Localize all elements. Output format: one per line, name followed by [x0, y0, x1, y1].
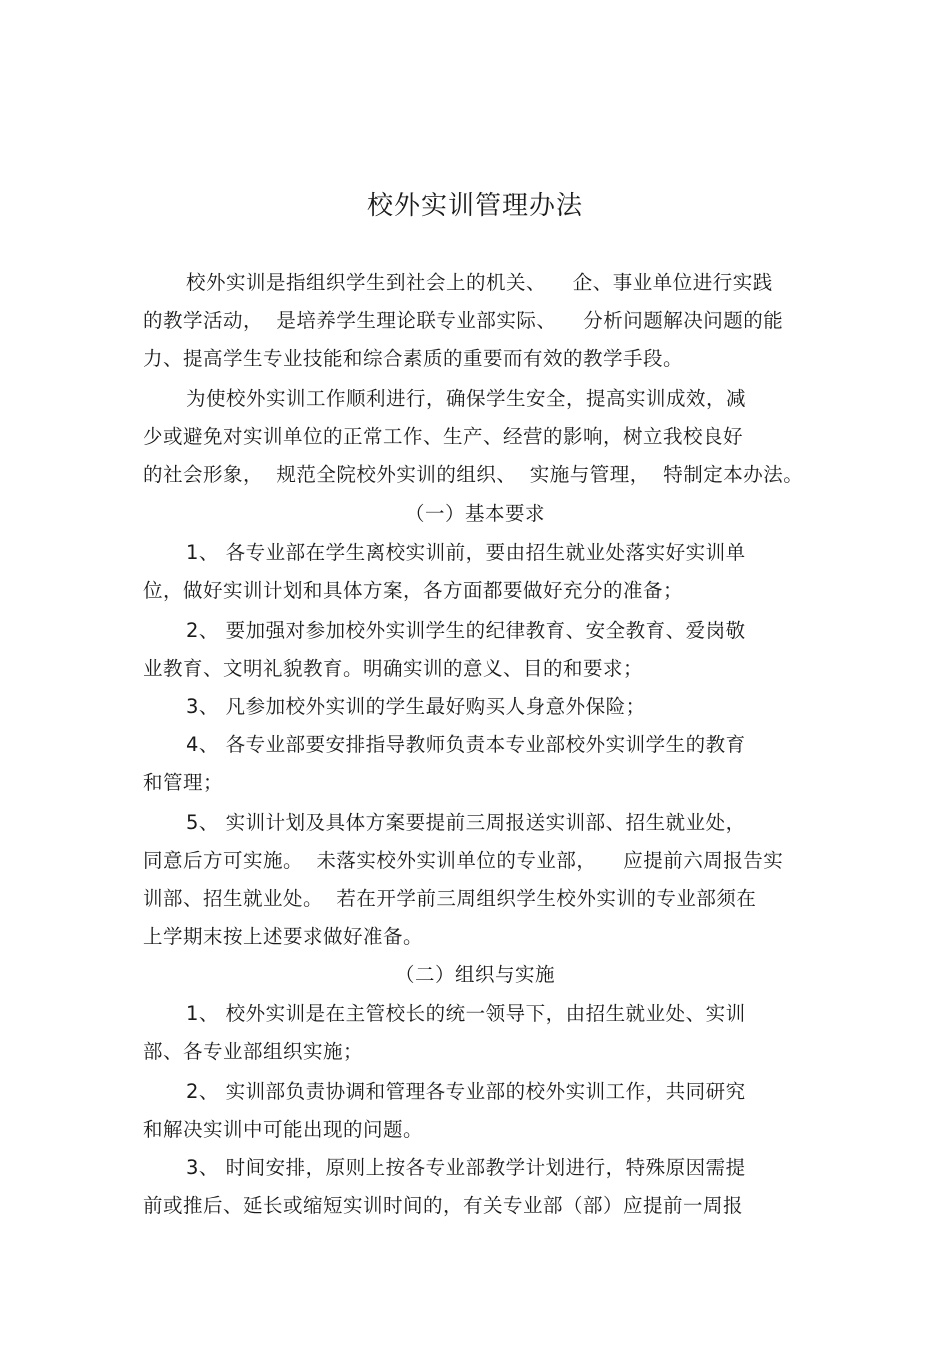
section2-line-4: 和解决实训中可能出现的问题。 [143, 1118, 424, 1141]
section1-line-8: 5、 实训计划及具体方案要提前三周报送实训部、招生就业处， [186, 811, 746, 834]
intro-line-1: 校外实训是指组织学生到社会上的机关、 企、事业单位进行实践 [186, 271, 773, 294]
section1-line-6: 4、 各专业部要安排指导教师负责本专业部校外实训学生的教育 [186, 733, 746, 756]
section1-line-7: 和管理； [143, 771, 224, 794]
section2-line-1: 1、 校外实训是在主管校长的统一领导下，由招生就业处、实训 [186, 1002, 746, 1025]
section1-line-10: 训部、招生就业处。 若在开学前三周组织学生校外实训的专业部须在 [143, 887, 757, 910]
section1-line-9: 同意后方可实施。 未落实校外实训单位的专业部， 应提前六周报告实 [143, 849, 784, 872]
section2-line-5: 3、 时间安排，原则上按各专业部教学计划进行，特殊原因需提 [186, 1156, 746, 1179]
section1-line-4: 业教育、文明礼貌教育。明确实训的意义、目的和要求； [143, 657, 644, 680]
section1-line-3: 2、 要加强对参加校外实训学生的纪律教育、安全教育、爱岗敬 [186, 619, 746, 642]
section2-line-6: 前或推后、延长或缩短实训时间的，有关专业部（部）应提前一周报 [143, 1194, 744, 1217]
section1-line-5: 3、 凡参加校外实训的学生最好购买人身意外保险； [186, 695, 646, 718]
intro-line-6: 的社会形象， 规范全院校外实训的组织、 实施与管理， 特制定本办法。 [143, 463, 804, 486]
section2-line-2: 部、各专业部组织实施； [143, 1040, 364, 1063]
intro-line-5: 少或避免对实训单位的正常工作、生产、经营的影响，树立我校良好 [143, 425, 744, 448]
section1-line-1: 1、 各专业部在学生离校实训前，要由招生就业处落实好实训单 [186, 541, 746, 564]
section1-line-11: 上学期末按上述要求做好准备。 [143, 925, 424, 948]
intro-line-2: 的教学活动， 是培养学生理论联专业部实际、 分析问题解决问题的能 [143, 309, 784, 332]
intro-line-4: 为使校外实训工作顺利进行，确保学生安全，提高实训成效，减 [186, 387, 747, 410]
document-title: 校外实训管理办法 [366, 191, 583, 221]
section-heading-basic-requirements: （一）基本要求 [404, 502, 545, 525]
intro-line-3: 力、提高学生专业技能和综合素质的重要而有效的教学手段。 [143, 347, 684, 370]
section-heading-organization: （二）组织与实施 [394, 963, 555, 986]
section1-line-2: 位，做好实训计划和具体方案，各方面都要做好充分的准备； [143, 579, 684, 602]
section2-line-3: 2、 实训部负责协调和管理各专业部的校外实训工作，共同研究 [186, 1080, 746, 1103]
